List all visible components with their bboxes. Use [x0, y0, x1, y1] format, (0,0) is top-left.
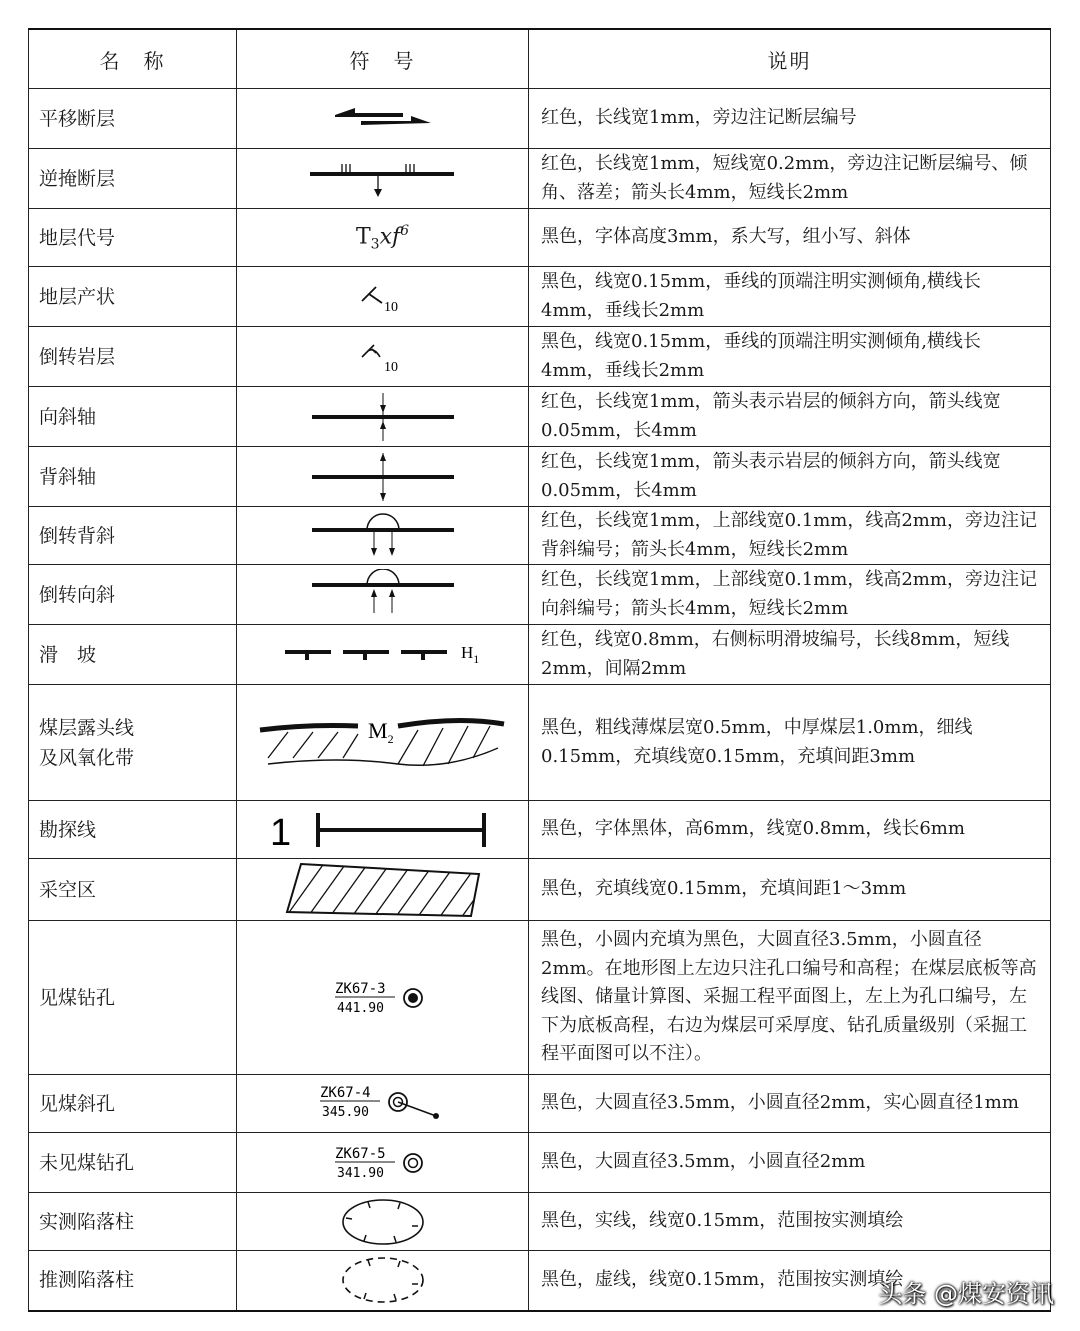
- exploration-line-number: 1: [269, 811, 291, 853]
- overturned-bed-symbol: [237, 327, 529, 387]
- row-desc: 红色，长线宽1mm，旁边注记断层编号: [529, 89, 1051, 149]
- row-name: 推测陷落柱: [29, 1251, 237, 1311]
- table-row: [29, 1133, 1051, 1193]
- table-row: [29, 801, 1051, 859]
- borehole-elevation: 345.90: [321, 1104, 369, 1120]
- row-name: 实测陷落柱: [29, 1193, 237, 1251]
- table-row: [29, 89, 1051, 149]
- exploration-line-symbol: [237, 801, 529, 859]
- row-desc: 黑色，粗线薄煤层宽0.5mm，中厚煤层1.0mm，细线0.15mm，充填线宽0.15mm，充填间距3mm: [529, 685, 1051, 801]
- row-desc: 红色，长线宽1mm，箭头表示岩层的倾斜方向，箭头线宽0.05mm，长4mm: [529, 447, 1051, 507]
- stratum-code-symbol: [237, 209, 529, 267]
- row-name: 见煤斜孔: [29, 1075, 237, 1133]
- row-desc: 红色，长线宽1mm，上部线宽0.1mm，线高2mm，旁边注记背斜编号；箭头长4mm，短线长2mm: [529, 507, 1051, 565]
- header-row: [29, 29, 1051, 89]
- inclined-borehole-symbol: [237, 1075, 529, 1133]
- row-desc: 红色，长线宽1mm，箭头表示岩层的倾斜方向，箭头线宽0.05mm，长4mm: [529, 387, 1051, 447]
- row-desc: 黑色，线宽0.15mm，垂线的顶端注明实测倾角,横线长4mm，垂线长2mm: [529, 267, 1051, 327]
- table-row: [29, 921, 1051, 1075]
- row-name: 倒转向斜: [29, 565, 237, 625]
- table-row: [29, 565, 1051, 625]
- code-base: T: [355, 223, 371, 249]
- table-row: [29, 327, 1051, 387]
- table-row: [29, 685, 1051, 801]
- borehole-elevation: 341.90: [336, 1165, 384, 1181]
- table-row: [29, 1193, 1051, 1251]
- syncline-axis-symbol: [237, 387, 529, 447]
- row-name: 向斜轴: [29, 387, 237, 447]
- row-name: 煤层露头线 及风氧化带: [29, 685, 237, 801]
- anticline-axis-symbol: [237, 447, 529, 507]
- table-row: [29, 507, 1051, 565]
- row-name: 采空区: [29, 859, 237, 921]
- row-name: 倒转背斜: [29, 507, 237, 565]
- row-name: 滑 坡: [29, 625, 237, 685]
- row-desc: 黑色，大圆直径3.5mm，小圆直径2mm，实心圆直径1mm: [529, 1075, 1051, 1133]
- row-desc: 红色，线宽0.8mm，右侧标明滑坡编号，长线8mm，短线2mm，间隔2mm: [529, 625, 1051, 685]
- coal-borehole-symbol: [237, 921, 529, 1075]
- table-row: [29, 859, 1051, 921]
- dip-label: 10: [383, 359, 398, 375]
- code-italic: xf: [379, 223, 401, 249]
- table-row: [29, 209, 1051, 267]
- row-name: 勘探线: [29, 801, 237, 859]
- strike-slip-fault-symbol: [237, 89, 529, 149]
- row-desc: 黑色，字体黑体，高6mm，线宽0.8mm，线长6mm: [529, 801, 1051, 859]
- table-row: [29, 149, 1051, 209]
- measured-collapse-column-symbol: [237, 1193, 529, 1251]
- row-desc: 黑色，虚线，线宽0.15mm，范围按实测填绘: [529, 1251, 1051, 1311]
- landslide-symbol: [237, 625, 529, 685]
- row-desc: 黑色，大圆直径3.5mm，小圆直径2mm: [529, 1133, 1051, 1193]
- label-subscript: 2: [387, 731, 394, 746]
- row-name: 见煤钻孔: [29, 921, 237, 1075]
- row-name: 背斜轴: [29, 447, 237, 507]
- landslide-label: $H_1$: [460, 642, 479, 666]
- table-row: [29, 1075, 1051, 1133]
- goaf-symbol: [237, 859, 529, 921]
- row-desc: 黑色，线宽0.15mm，垂线的顶端注明实测倾角,横线长4mm，垂线长2mm: [529, 327, 1051, 387]
- coal-outcrop-symbol: [237, 685, 529, 801]
- row-desc: 红色，长线宽1mm，短线宽0.2mm，旁边注记断层编号、倾角、落差；箭头长4mm，短线长2mm: [529, 149, 1051, 209]
- code-sub: 3: [370, 236, 380, 253]
- row-desc: 红色，长线宽1mm，上部线宽0.1mm，线高2mm，旁边注记向斜编号；箭头长4mm，短线长2mm: [529, 565, 1051, 625]
- row-desc: 黑色，小圆内充填为黑色，大圆直径3.5mm，小圆直径2mm。在地形图上左边只注孔口编号和高程；在煤层底板等高线图、储量计算图、采掘工程平面图上，左上为孔口编号，左下为底板高程，右边为煤层可采厚度、钻孔质量级别（采掘工程平面图可以不注）。: [529, 921, 1051, 1075]
- row-name: 地层产状: [29, 267, 237, 327]
- code-sup: 6: [400, 222, 410, 239]
- dip-label: 10: [383, 299, 398, 315]
- row-name: 倒转岩层: [29, 327, 237, 387]
- borehole-id: ZK67-5: [334, 1145, 386, 1162]
- table-row: [29, 447, 1051, 507]
- row-name: 逆掩断层: [29, 149, 237, 209]
- table-row: [29, 267, 1051, 327]
- thrust-fault-symbol: [237, 149, 529, 209]
- overturned-syncline-symbol: [237, 565, 529, 625]
- table-row: [29, 625, 1051, 685]
- header-symbol: 符 号: [237, 29, 529, 89]
- borehole-id: ZK67-4: [319, 1084, 371, 1101]
- row-desc: 黑色，实线，线宽0.15mm，范围按实测填绘: [529, 1193, 1051, 1251]
- label-subscript: 1: [472, 651, 479, 666]
- bedding-attitude-symbol: [237, 267, 529, 327]
- table-row: [29, 387, 1051, 447]
- row-name: 平移断层: [29, 89, 237, 149]
- watermark: 头条 @煤安资讯: [878, 1280, 1054, 1308]
- header-name: 名 称: [29, 29, 237, 89]
- header-desc: 说明: [529, 29, 1051, 89]
- row-name: 未见煤钻孔: [29, 1133, 237, 1193]
- inferred-collapse-column-symbol: [237, 1251, 529, 1311]
- row-desc: 黑色，字体高度3mm，系大写，组小写、斜体: [529, 209, 1051, 267]
- row-desc: 黑色，充填线宽0.15mm，充填间距1～3mm: [529, 859, 1051, 921]
- borehole-elevation: 441.90: [336, 1000, 384, 1016]
- coal-seam-label: $M_2$: [367, 717, 394, 746]
- row-name: 地层代号: [29, 209, 237, 267]
- no-coal-borehole-symbol: [237, 1133, 529, 1193]
- borehole-id: ZK67-3: [334, 980, 386, 997]
- overturned-anticline-symbol: [237, 507, 529, 565]
- legend-table: [28, 28, 1051, 1312]
